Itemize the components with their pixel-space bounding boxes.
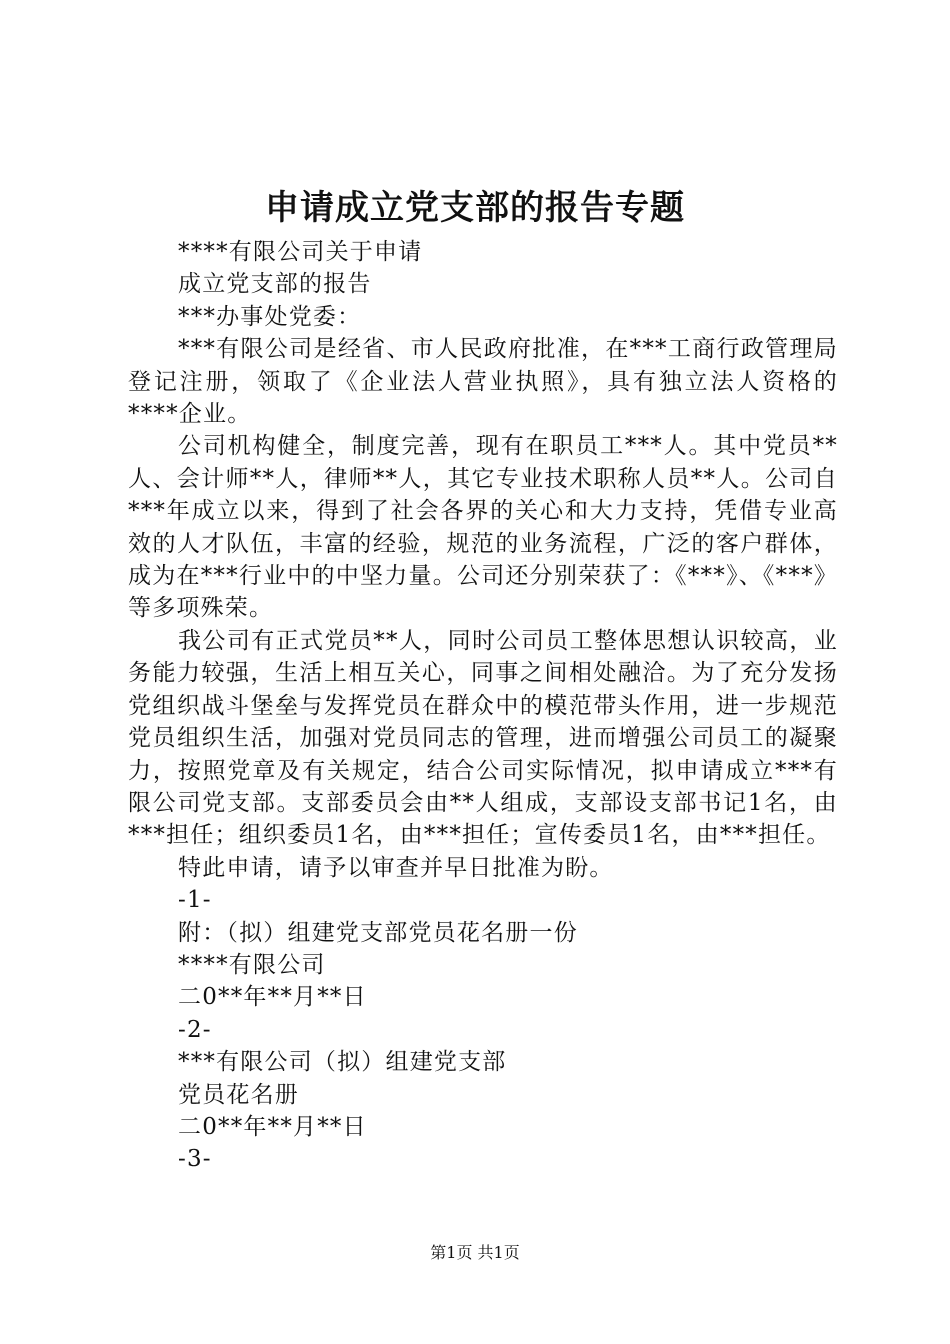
roster-title-line-1: ***有限公司（拟）组建党支部	[178, 1049, 507, 1076]
roster-title-line-2: 党员花名册	[178, 1081, 299, 1108]
page-footer: 第1页 共1页	[430, 1243, 520, 1262]
document-title: 申请成立党支部的报告专题	[265, 188, 685, 228]
attachment-note: 附：（拟）组建党支部党员花名册一份	[178, 919, 578, 946]
document-body	[128, 236, 838, 1176]
page-marker-2: -2-	[178, 1016, 212, 1043]
page-marker-1: -1-	[178, 887, 212, 914]
signature-company: ****有限公司	[178, 951, 326, 978]
heading-line-1: ****有限公司关于申请	[178, 239, 423, 265]
signature-date: 二0**年**月**日	[178, 984, 367, 1011]
paragraph-company-profile: 公司机构健全，制度完善，现有在职员工***人。其中党员**人、会计师**人，律师**人，其它专业技术职称人员**人。公司自***年成立以来，得到了社会各界的关心和大力支持，凭借专业高效的人才队伍，丰富的经验，规范的业务流程，广泛的客户群体，成为在***行业中的中坚力量。公司还分别荣获了：《***》、《***》等多项殊荣。	[128, 433, 838, 622]
heading-line-2: 成立党支部的报告	[178, 271, 372, 298]
paragraph-company-intro: ***有限公司是经省、市人民政府批准，在***工商行政管理局登记注册，领取了《企业法人营业执照》，具有独立法人资格的****企业。	[128, 336, 838, 428]
salutation: ***办事处党委：	[178, 303, 362, 330]
paragraph-application: 我公司有正式党员**人，同时公司员工整体思想认识较高，业务能力较强，生活上相互关心，同事之间相处融洽。为了充分发扬党组织战斗堡垒与发挥党员在群众中的模范带头作用，进一步规范党员组织生活，加强对党员同志的管理，进而增强公司员工的凝聚力，按照党章及有关规定，结合公司实际情况，拟申请成立***有限公司党支部。支部委员会由**人组成，支部设支部书记1名，由***担任；组织委员1名，由***担任；宣传委员1名，由***担任。	[128, 627, 838, 849]
page-marker-3: -3-	[178, 1146, 212, 1173]
closing-request: 特此申请，请予以审查并早日批准为盼。	[178, 854, 614, 881]
roster-date: 二0**年**月**日	[178, 1113, 367, 1140]
